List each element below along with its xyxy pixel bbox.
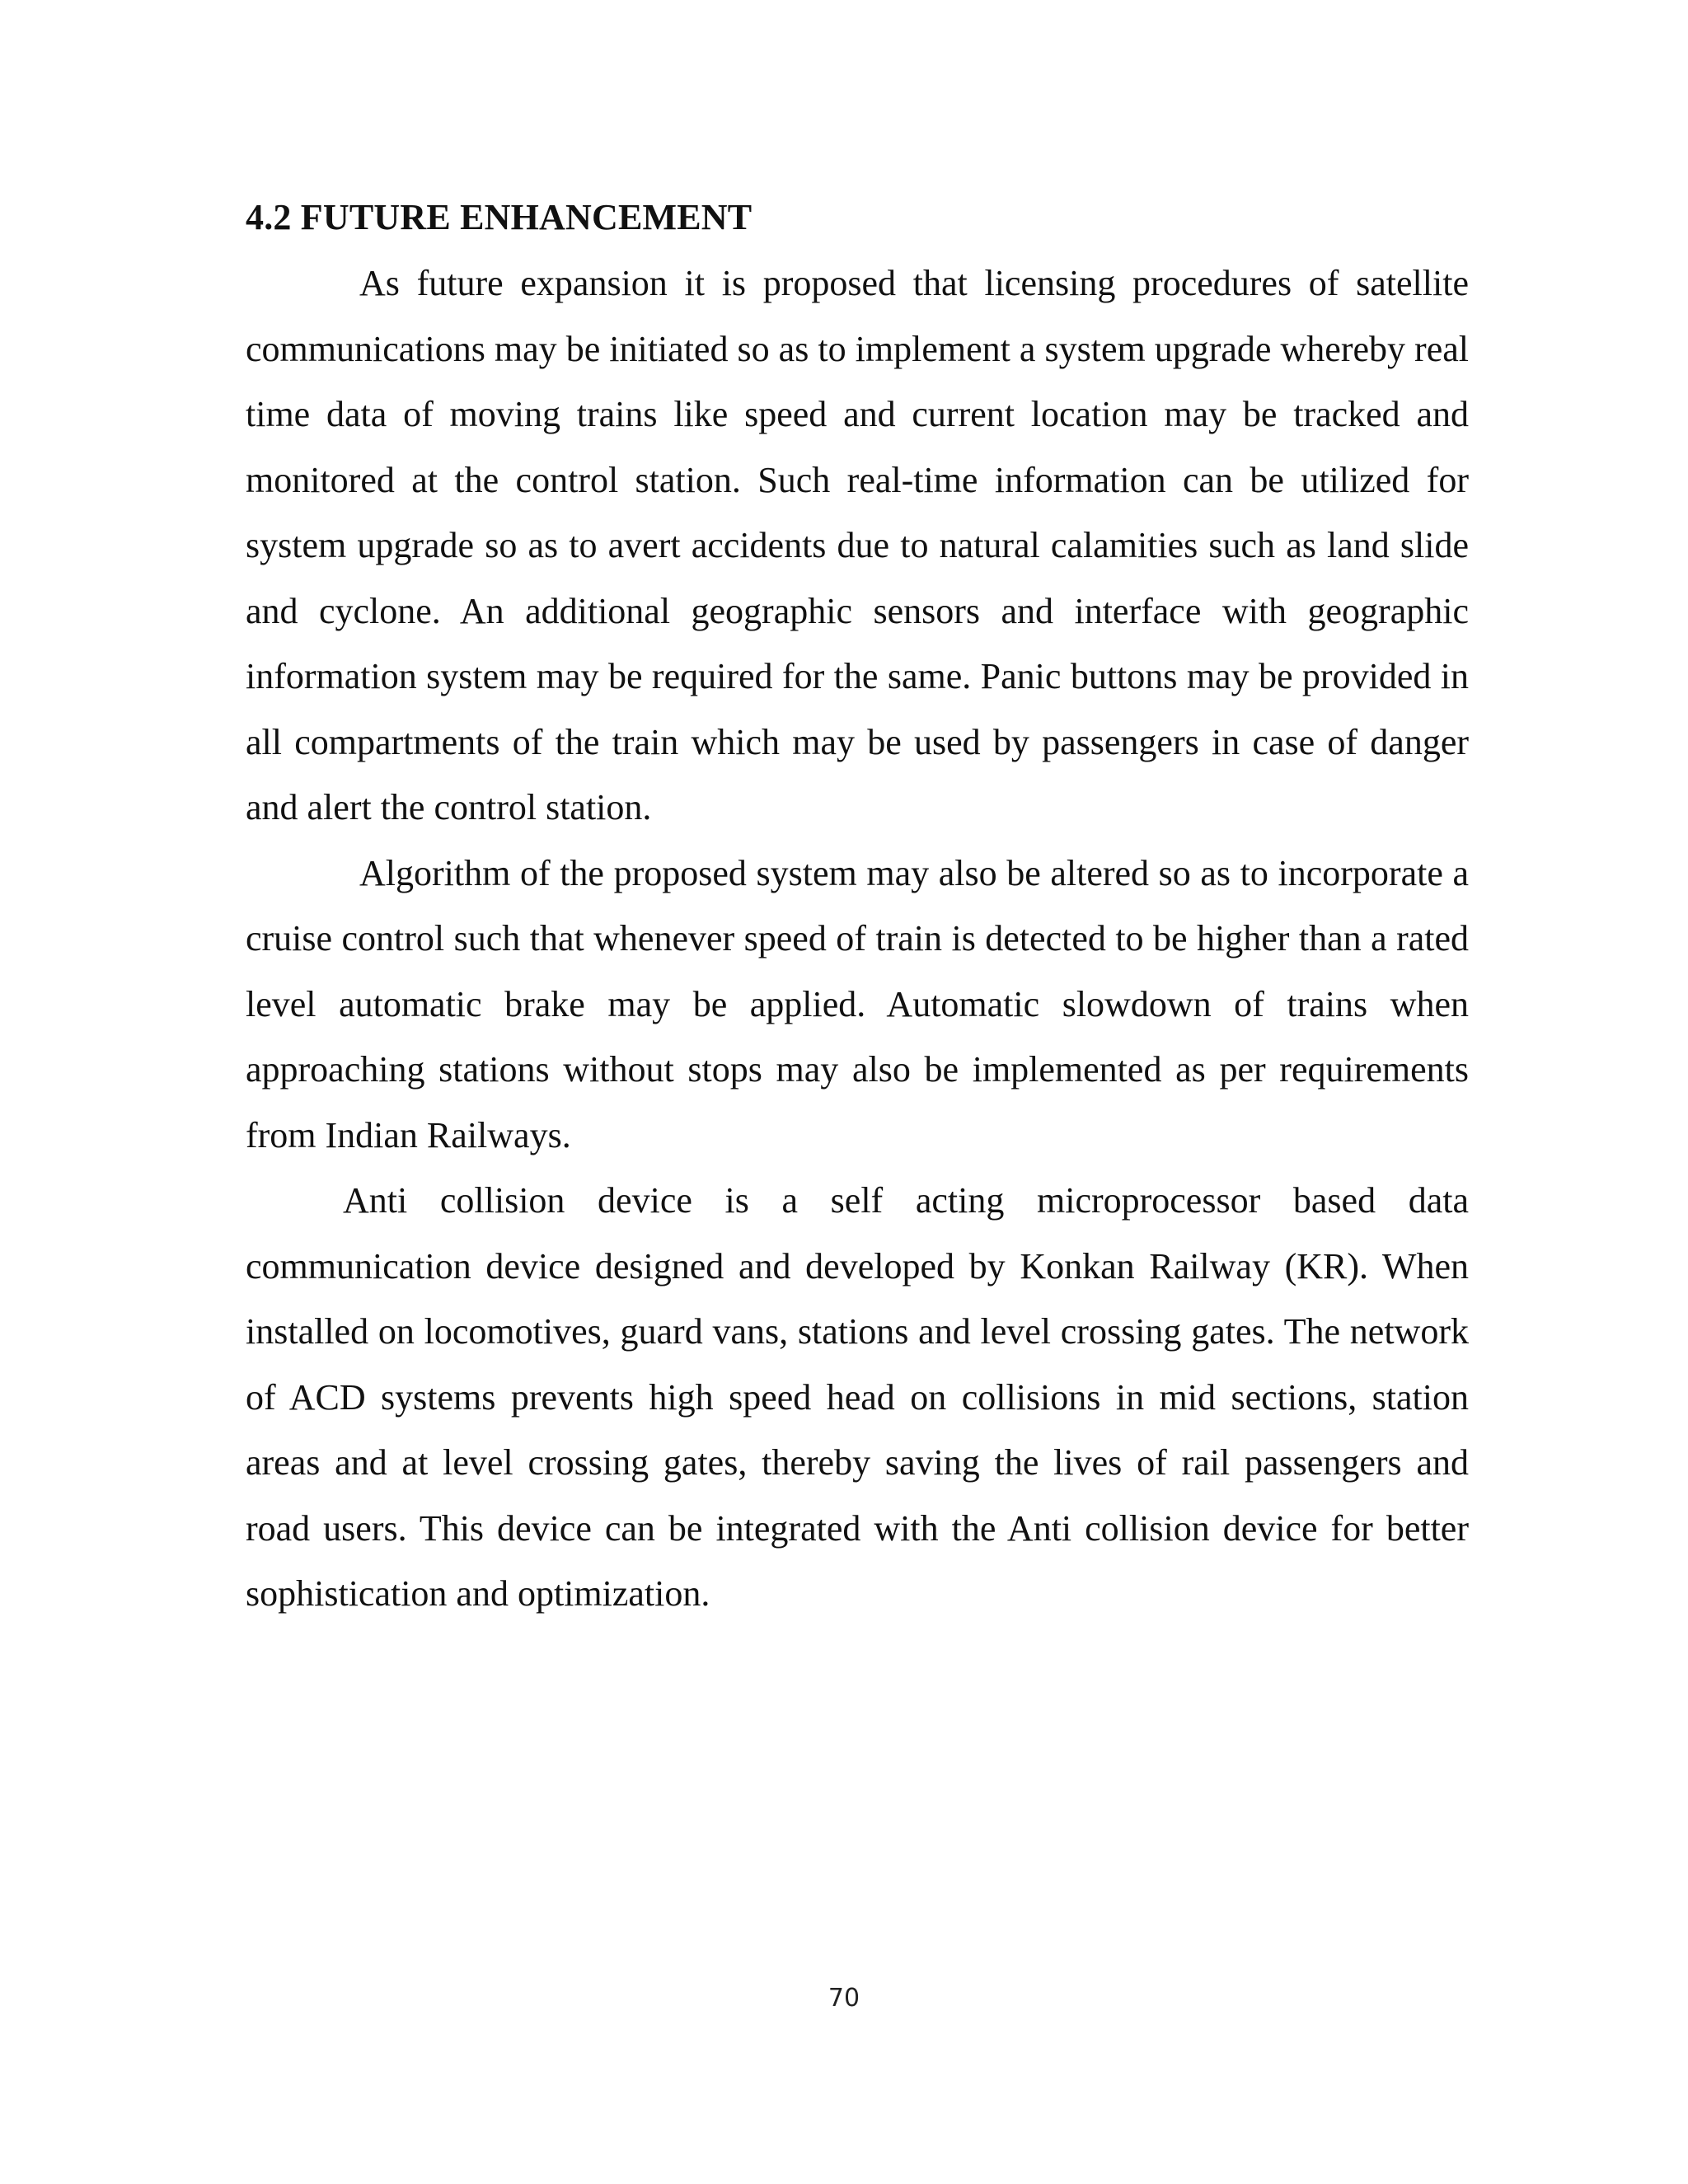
section-heading: 4.2 FUTURE ENHANCEMENT <box>246 197 753 237</box>
page-content <box>246 191 1469 1627</box>
page-number: 70 <box>828 1984 860 2013</box>
paragraph-algorithm: Algorithm of the proposed system may also be altered so as to incorporate a cruise control such that whenever speed of train is detected to be higher than a rated level automatic brake may be applied. Automatic slowdown of trains when approaching stations without stops may also be implemented as per requirements from Indian Railways. <box>246 852 1469 1155</box>
paragraph-future-expansion: As future expansion it is proposed that licensing procedures of satellite communications may be initiated so as to implement a system upgrade whereby real time data of moving trains like speed and current location may be tracked and monitored at the control station. Such real-time information can be utilized for system upgrade so as to avert accidents due to natural calamities such as land slide and cyclone. An additional geographic sensors and interface with geographic information system may be required for the same. Panic buttons may be provided in all compartments of the train which may be used by passengers in case of danger and alert the control station. <box>246 263 1469 827</box>
paragraph-anti-collision: Anti collision device is a self acting microprocessor based data communication device designed and developed by Konkan Railway (KR). When installed on locomotives, guard vans, stations and level crossing gates. The network of ACD systems prevents high speed head on collisions in mid sections, station areas and at level crossing gates, thereby saving the lives of rail passengers and road users. This device can be integrated with the Anti collision device for better sophistication and optimization. <box>246 1180 1469 1614</box>
